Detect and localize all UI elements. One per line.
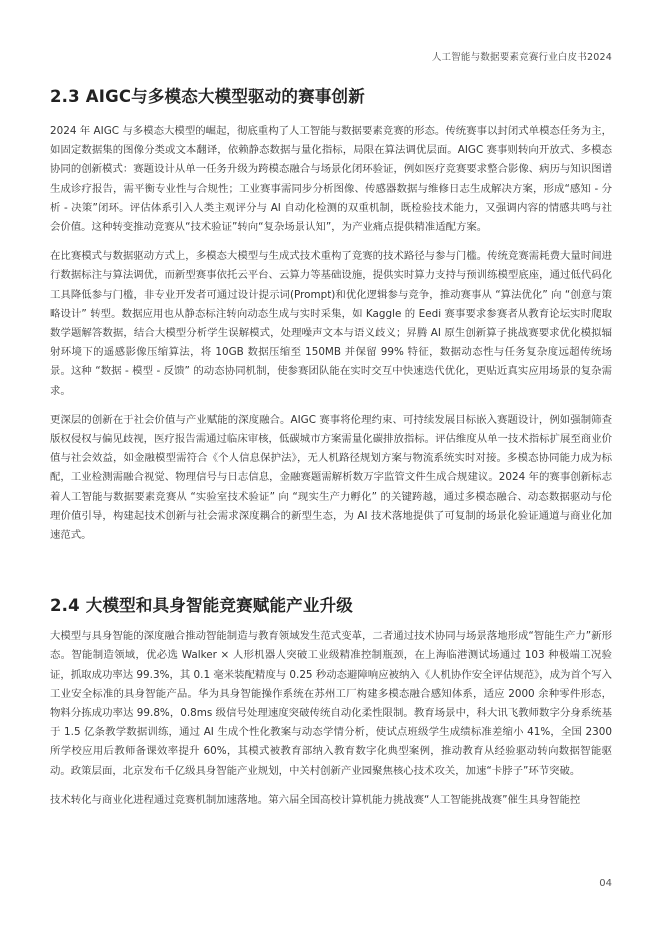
header-rule — [0, 0, 662, 4]
section-2-3-title: 2.3 AIGC与多模态大模型驱动的赛事创新 — [50, 87, 365, 106]
section-2-4-paragraph-1: 大模型与具身智能的深度融合推动智能制造与教育领域发生范式变革，二者通过技术协同与场景落地形成“智能生产力”新形态。智能制造领域，优必选 Walker × 人形机器人突破工业级精准控制瓶颈，在上海临港测试场通过 103 种极端工况验证，抓取成功率达 99.3%，其 0.1 毫米装配精度与 0.25 秒动态避障响应被纳入《人机协作安全评估规范》，成为首个写入工业安全标准的具身智能产品。华为具身智能操作系统在苏州工厂构建多模态融合感知体系，适应 2000 余种零件形态，物料分拣成功率达 99.8%，0.8ms 级信号处理速度突破传统自动化柔性限制。教育场景中，科大讯飞教师数字分身系统基于 1.5 亿条教学数据训练，通过 AI 生成个性化教案与动态学情分析，使试点班级学生成绩标准差缩小 41%，全国 2300 所学校应用后教师备课效率提升 60%，其模式被教育部纳入教育数字化典型案例，推动教育从经验驱动转向数据智能驱动。政策层面，北京发布千亿级具身智能产业规划，中关村创新产业园聚焦核心技术攻关，加速“卡脖子”环节突破。 — [50, 630, 612, 777]
page-number: 04 — [599, 878, 612, 889]
page-body — [50, 86, 612, 820]
section-2-3-paragraph-2: 在比赛模式与数据驱动方式上，多模态大模型与生成式技术重构了竞赛的技术路径与参与门槛。传统竞赛需耗费大量时间进行数据标注与算法调优，而新型赛事依托云平台、云算力等基础设施，提供实时算力支持与预训练模型底座，通过低代码化工具降低参与门槛，非专业开发者可通过设计提示词(Prompt)和优化逻辑参与竞争，推动赛事从 “算法优化” 向 “创意与策略设计” 转型。数据应用也从静态标注转向动态生成与实时采集，如 Kaggle 的 Eedi 赛事要求参赛者从教育论坛实时爬取数学题解答数据，结合大模型分析学生误解模式，处理噪声文本与语义歧义；昇腾 AI 原生创新算子挑战赛要求优化模拟辐射环境下的遥感影像压缩算法，将 10GB 数据压缩至 150MB 并保留 99% 特征，数据动态性与任务复杂度远超传统场景。这种 “数据 - 模型 - 反馈” 的动态协同机制，使参赛团队能在实时交互中快速迭代优化，更贴近真实应用场景的复杂需求。 — [50, 250, 612, 397]
section-2-3-paragraph-3: 更深层的创新在于社会价值与产业赋能的深度融合。AIGC 赛事将伦理约束、可持续发展目标嵌入赛题设计，例如强制筛查版权侵权与偏见歧视，医疗报告需通过临床审核，低碳城市方案需量化碳排放指标。评估维度从单一技术指标扩展至商业价值与社会效益，如金融模型需符合《个人信息保护法》，无人机路径规划方案与物流系统实时对接。多模态协同能力成为标配，工业检测需融合视觉、物理信号与日志信息，金融赛题需解析数万字监管文件生成合规建议。2024 年的赛事创新标志着人工智能与数据要素竞赛从 “实验室技术验证” 向 “现实生产力孵化” 的关键跨越，通过多模态融合、动态数据驱动与伦理价值引导，构建起技术创新与社会需求深度耦合的新型生态，为 AI 技术落地提供了可复制的场景化验证通道与商业化加速范式。 — [50, 413, 612, 542]
running-header: 人工智能与数据要素竞赛行业白皮书2024 — [431, 52, 612, 63]
section-2-4-paragraph-2: 技术转化与商业化进程通过竞赛机制加速落地。第六届全国高校计算机能力挑战赛“人工智能挑战赛”催生具身智能控 — [50, 793, 581, 806]
section-2-3-paragraph-1: 2024 年 AIGC 与多模态大模型的崛起，彻底重构了人工智能与数据要素竞赛的形态。传统赛事以封闭式单模态任务为主，如固定数据集的图像分类或文本翻译，依赖静态数据与量化指标，局限在算法调优层面。AIGC 赛事则转向开放式、多模态协同的创新模式：赛题设计从单一任务升级为跨模态融合与场景化闭环验证，例如医疗竞赛要求整合影像、病历与知识图谱生成诊疗报告，需平衡专业性与合规性；工业赛事需同步分析图像、传感器数据与维修日志生成解决方案，形成“感知 - 分析 - 决策”闭环。评估体系引入人类主观评分与 AI 自动化检测的双重机制，既检验技术能力，又强调内容的情感共鸣与社会价值。这种转变推动竞赛从“技术验证”转向“复杂场景认知”，为产业痛点提供精准适配方案。 — [50, 125, 612, 234]
section-2-4-title: 2.4 大模型和具身智能竞赛赋能产业升级 — [50, 596, 353, 616]
